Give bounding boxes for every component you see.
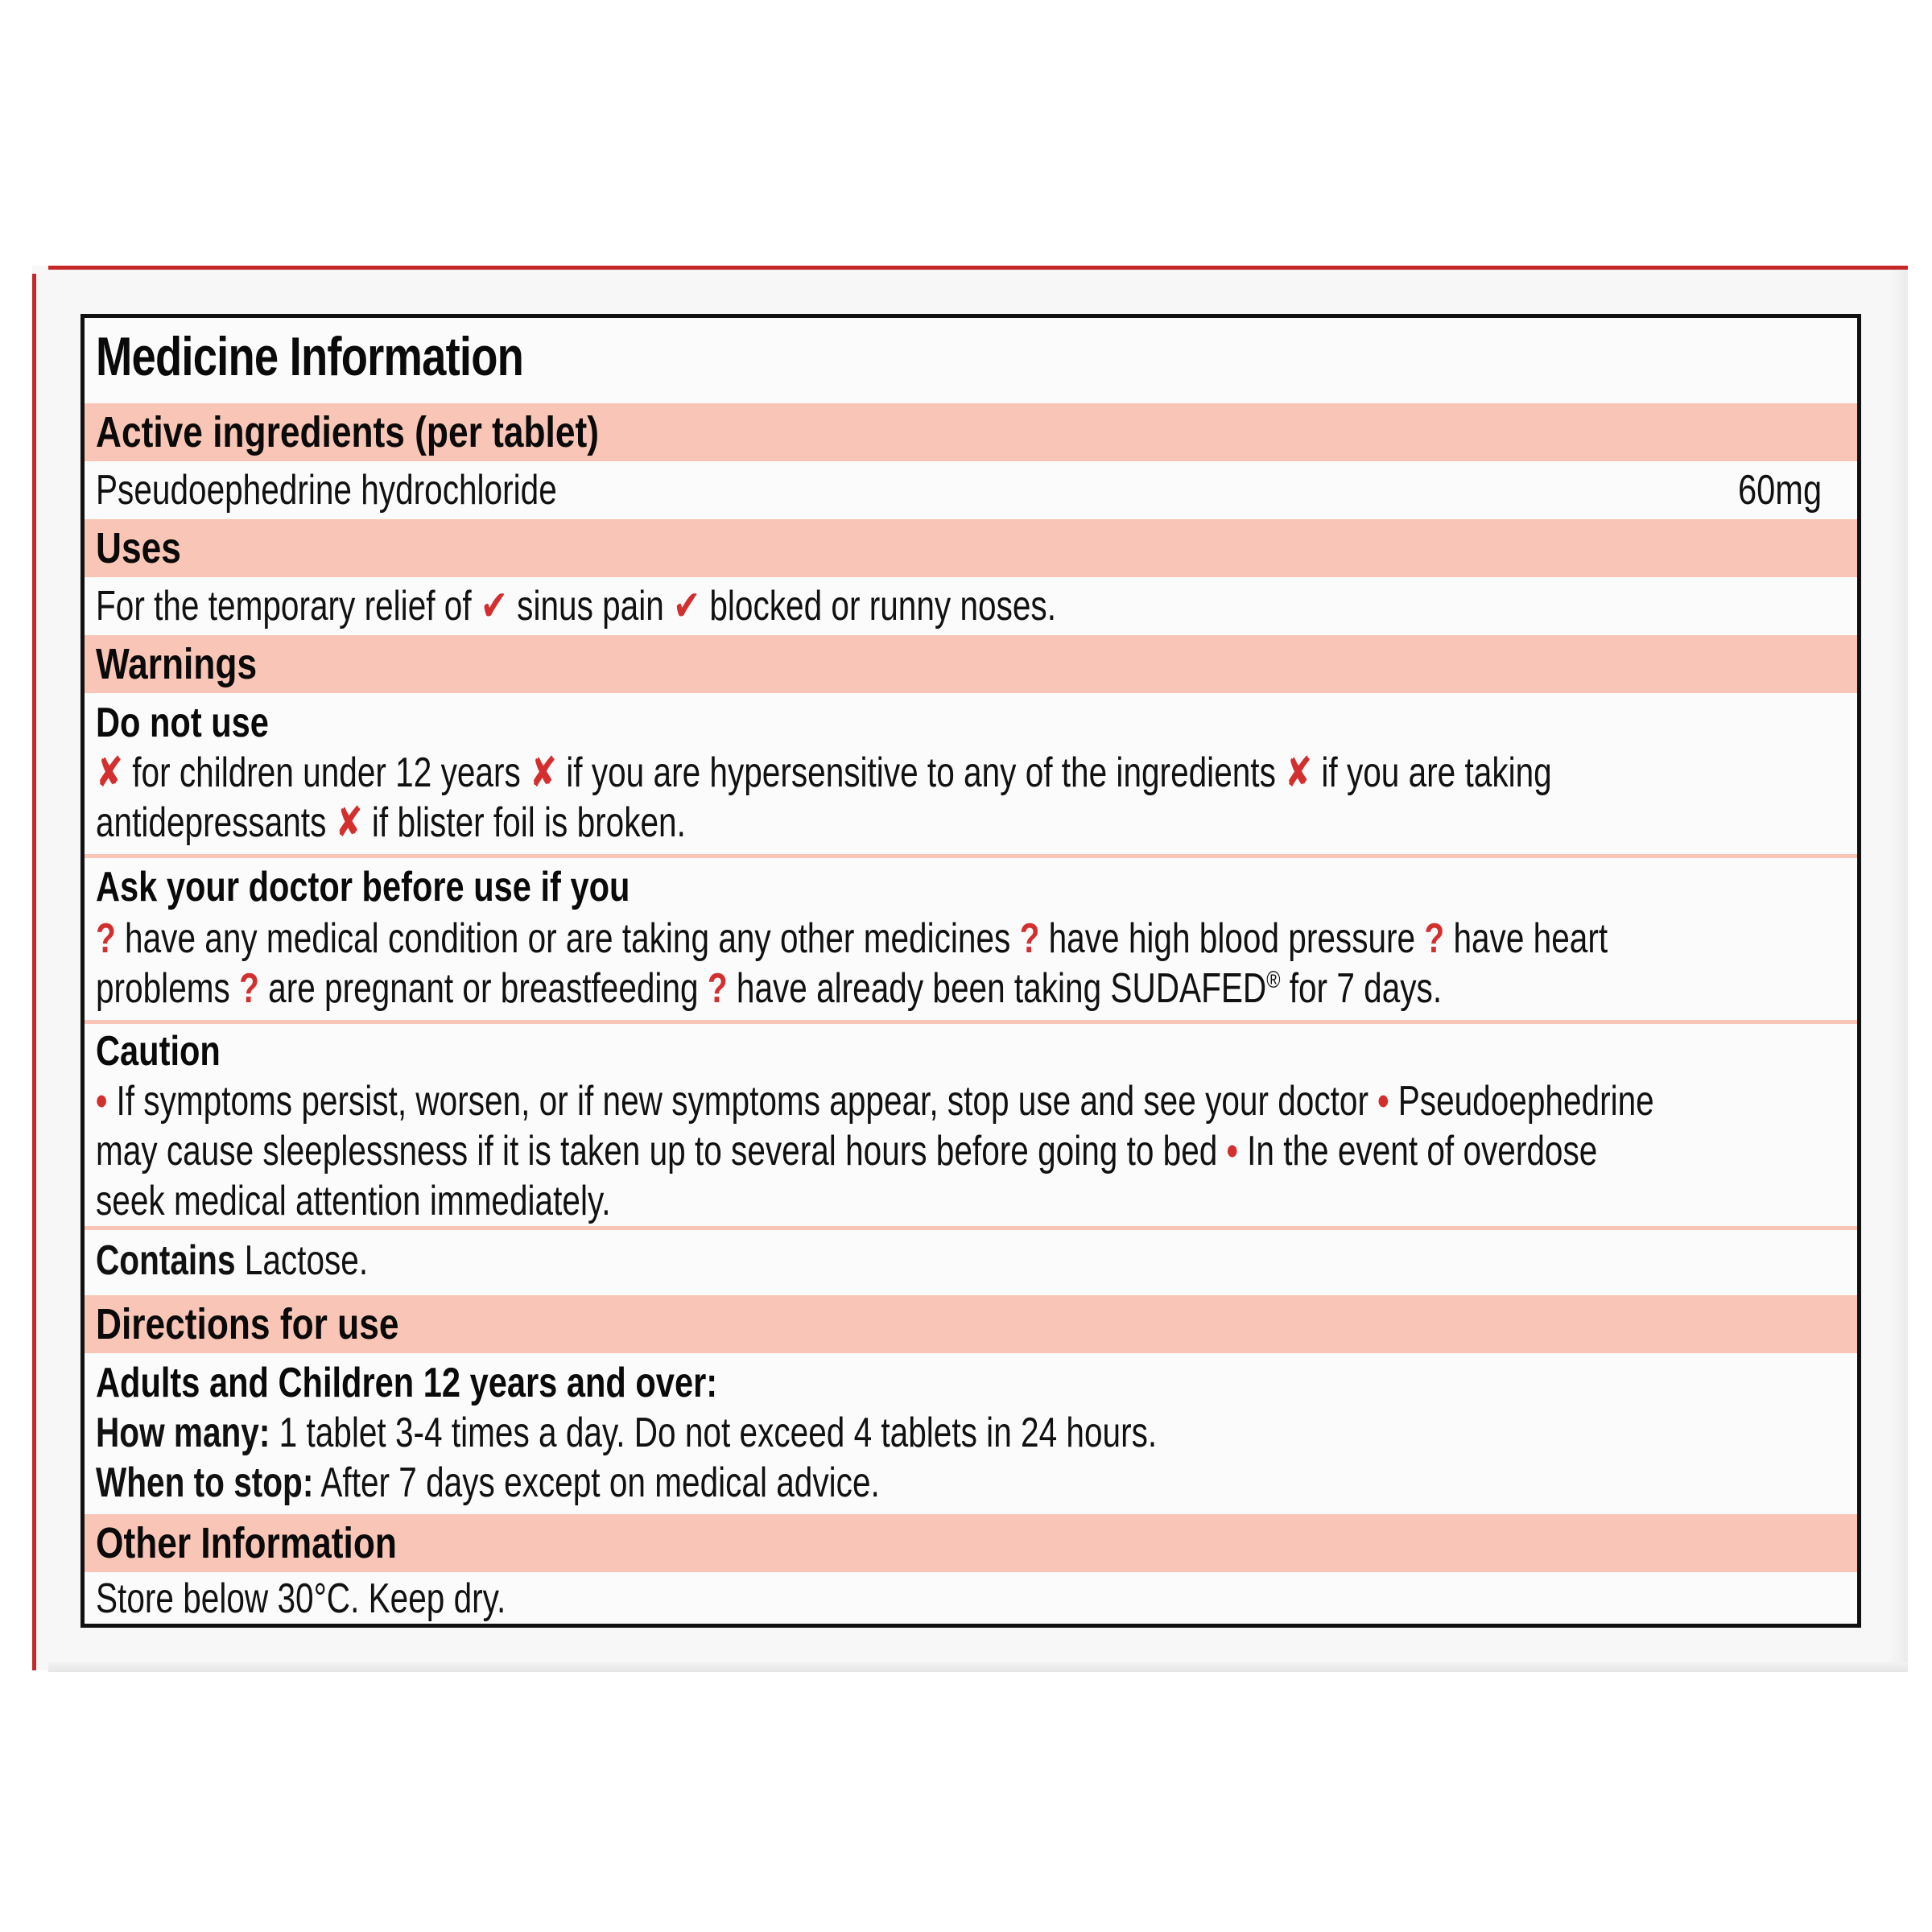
section-divider (85, 1226, 1857, 1230)
medicine-information-box (80, 314, 1861, 1628)
directions-audience: Adults and Children 12 years and over: (96, 1360, 718, 1406)
directions-heading: Directions for use (96, 1300, 399, 1348)
section-divider (85, 1020, 1857, 1024)
ask-doctor-heading: Ask your doctor before use if you (96, 864, 630, 910)
cross-icon: ✘ (530, 749, 558, 796)
how-many-value: 1 tablet 3-4 times a day. Do not exceed 4 tablets in 24 hours. (270, 1410, 1158, 1456)
cross-icon: ✘ (1285, 749, 1313, 796)
uses-item: blocked or runny noses. (709, 583, 1056, 630)
contains-value: Lactose. (235, 1237, 369, 1284)
panel-right-edge (1888, 270, 1908, 1670)
caution-item: Pseudoephedrine (1397, 1078, 1654, 1125)
uses-row (85, 577, 1857, 635)
do-not-use-item: if you are hypersensitive to any of the ingredients (566, 749, 1276, 796)
ask-doctor-item: have heart (1453, 915, 1608, 962)
ingredient-amount: 60mg (1737, 467, 1822, 514)
do-not-use-line-1 (96, 748, 1552, 798)
active-ingredients-header (85, 403, 1857, 461)
other-info-text: Store below 30°C. Keep dry. (96, 1575, 506, 1622)
how-many-line (96, 1408, 1442, 1458)
caution-line-1 (96, 1076, 1654, 1126)
cross-icon: ✘ (96, 749, 123, 796)
panel-left-red-stripe (32, 274, 36, 1670)
do-not-use-section (85, 698, 1857, 848)
page-title: Medicine Information (96, 326, 524, 387)
section-divider (85, 854, 1857, 858)
uses-heading: Uses (96, 524, 181, 572)
do-not-use-heading: Do not use (96, 700, 269, 746)
do-not-use-item: antidepressants (96, 799, 327, 846)
uses-item: sinus pain (517, 583, 664, 630)
cross-icon: ✘ (335, 799, 363, 846)
bullet-icon: • (1377, 1078, 1389, 1125)
caution-section (85, 1026, 1857, 1223)
other-info-row (85, 1572, 1857, 1624)
ask-doctor-item: have any medical condition or are taking any other medicines (125, 915, 1011, 962)
registered-mark: ® (1266, 967, 1281, 993)
directions-header (85, 1295, 1857, 1353)
contains-text (96, 1232, 1442, 1289)
active-ingredients-heading: Active ingredients (per tablet) (96, 408, 599, 456)
ask-doctor-section (85, 861, 1857, 1020)
when-to-stop-label: When to stop: (96, 1459, 314, 1506)
check-icon: ✔ (480, 583, 508, 630)
contains-row (85, 1232, 1857, 1290)
ingredient-name: Pseudoephedrine hydrochloride (96, 467, 557, 514)
check-icon: ✔ (673, 583, 701, 630)
ask-doctor-item-end: for 7 days. (1280, 965, 1443, 1012)
other-info-heading: Other Information (96, 1519, 397, 1567)
when-to-stop-line (96, 1458, 1442, 1508)
do-not-use-item: if blister foil is broken. (371, 799, 686, 846)
question-icon: ? (239, 965, 259, 1012)
warnings-heading: Warnings (96, 640, 258, 688)
question-icon: ? (1019, 915, 1040, 962)
how-many-label: How many: (96, 1410, 270, 1456)
ask-doctor-item: are pregnant or breastfeeding (268, 965, 699, 1012)
panel-bottom-edge (48, 1662, 1908, 1672)
directions-section (85, 1358, 1857, 1511)
caution-heading: Caution (96, 1028, 221, 1075)
caution-item: If symptoms persist, worsen, or if new symptoms appear, stop use and see your doctor (116, 1078, 1368, 1125)
do-not-use-item: if you are taking (1321, 749, 1552, 796)
uses-header (85, 519, 1857, 577)
other-info-header (85, 1514, 1857, 1572)
question-icon: ? (1424, 915, 1445, 962)
caution-line-3: seek medical attention immediately. (96, 1178, 611, 1224)
contains-label: Contains (96, 1237, 236, 1284)
caution-item: In the event of overdose (1247, 1128, 1598, 1174)
ingredient-row (85, 461, 1857, 519)
ask-doctor-line-1 (96, 914, 1608, 964)
caution-item: may cause sleeplessness if it is taken up to several hours before going to bed (96, 1128, 1218, 1174)
title-row (85, 326, 1857, 392)
question-icon: ? (96, 915, 116, 962)
ask-doctor-item: have high blood pressure (1048, 915, 1416, 962)
bullet-icon: • (96, 1078, 108, 1125)
uses-intro: For the temporary relief of (96, 583, 472, 630)
ask-doctor-item: problems (96, 965, 230, 1012)
question-icon: ? (707, 965, 728, 1012)
when-to-stop-value: After 7 days except on medical advice. (313, 1459, 880, 1506)
panel-top-red-stripe (48, 266, 1908, 270)
uses-text (96, 577, 1442, 635)
ask-doctor-line-2 (96, 964, 1442, 1013)
ask-doctor-item: have already been taking SUDAFED (736, 965, 1267, 1012)
do-not-use-item: for children under 12 years (132, 749, 521, 796)
bullet-icon: • (1226, 1128, 1238, 1174)
warnings-header (85, 635, 1857, 693)
caution-line-2 (96, 1126, 1598, 1176)
do-not-use-line-2 (96, 798, 1442, 848)
